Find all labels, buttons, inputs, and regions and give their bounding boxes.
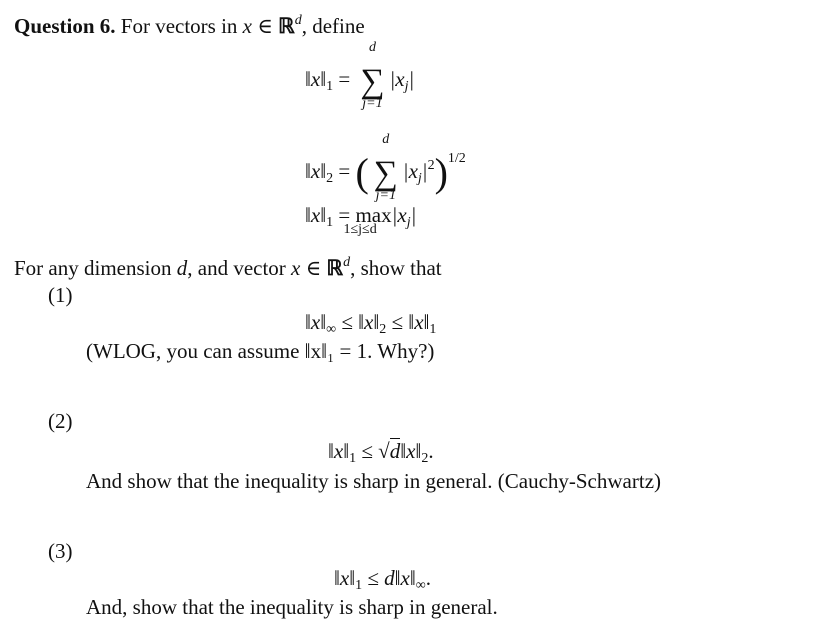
part-2-number: (2) — [48, 409, 73, 433]
question-title: Question 6. — [14, 14, 116, 38]
question-intro-line — [14, 8, 365, 39]
equation-l1-norm: $‖x‖_1$ = d ∑ j=1 $|x_j|$ — [305, 40, 415, 111]
part-1-number: (1) — [48, 283, 73, 307]
equation-linf-norm: $‖x‖_1 = \max$ 1≤j≤d $|x_j|$ — [305, 203, 417, 237]
max-operator: max 1≤j≤d — [343, 203, 392, 237]
part-3-note: And, show that the inequality is sharp in general. — [86, 595, 498, 619]
part-2-note: And show that the inequality is sharp in general. (Cauchy-Schwartz) — [86, 469, 662, 493]
part-1-inequality: $‖x‖_\infty$ ≤ $‖x‖_2$ ≤ $‖x‖_1$ — [305, 310, 437, 337]
summation-symbol: d ∑ j=1 — [373, 132, 398, 203]
statement-line: For any dimension d, and vector x ∈ ℝ$^d$, show that — [14, 255, 442, 280]
part-3-number: (3) — [48, 539, 73, 563]
question-intro-tail: , define — [301, 14, 365, 38]
part-1-note: (WLOG, you can assume ‖x‖₁ = 1. Why?) — [86, 339, 435, 363]
part-3-inequality: $‖x‖_1$ ≤ $d‖x‖_\infty$. — [334, 566, 432, 593]
summation-symbol: d ∑ j=1 — [360, 40, 385, 111]
equation-l2-norm: $‖x‖_2$ = ( d ∑ j=1 $|x_j|^2)^{1/2}$ — [305, 132, 466, 203]
question-intro-text: For vectors in — [120, 14, 238, 38]
math-x-in-Rd: x ∈ ℝ$^d$ — [242, 13, 302, 38]
part-2-inequality: $‖x‖_1$ ≤ $√d‖x‖_2$. — [328, 439, 434, 466]
